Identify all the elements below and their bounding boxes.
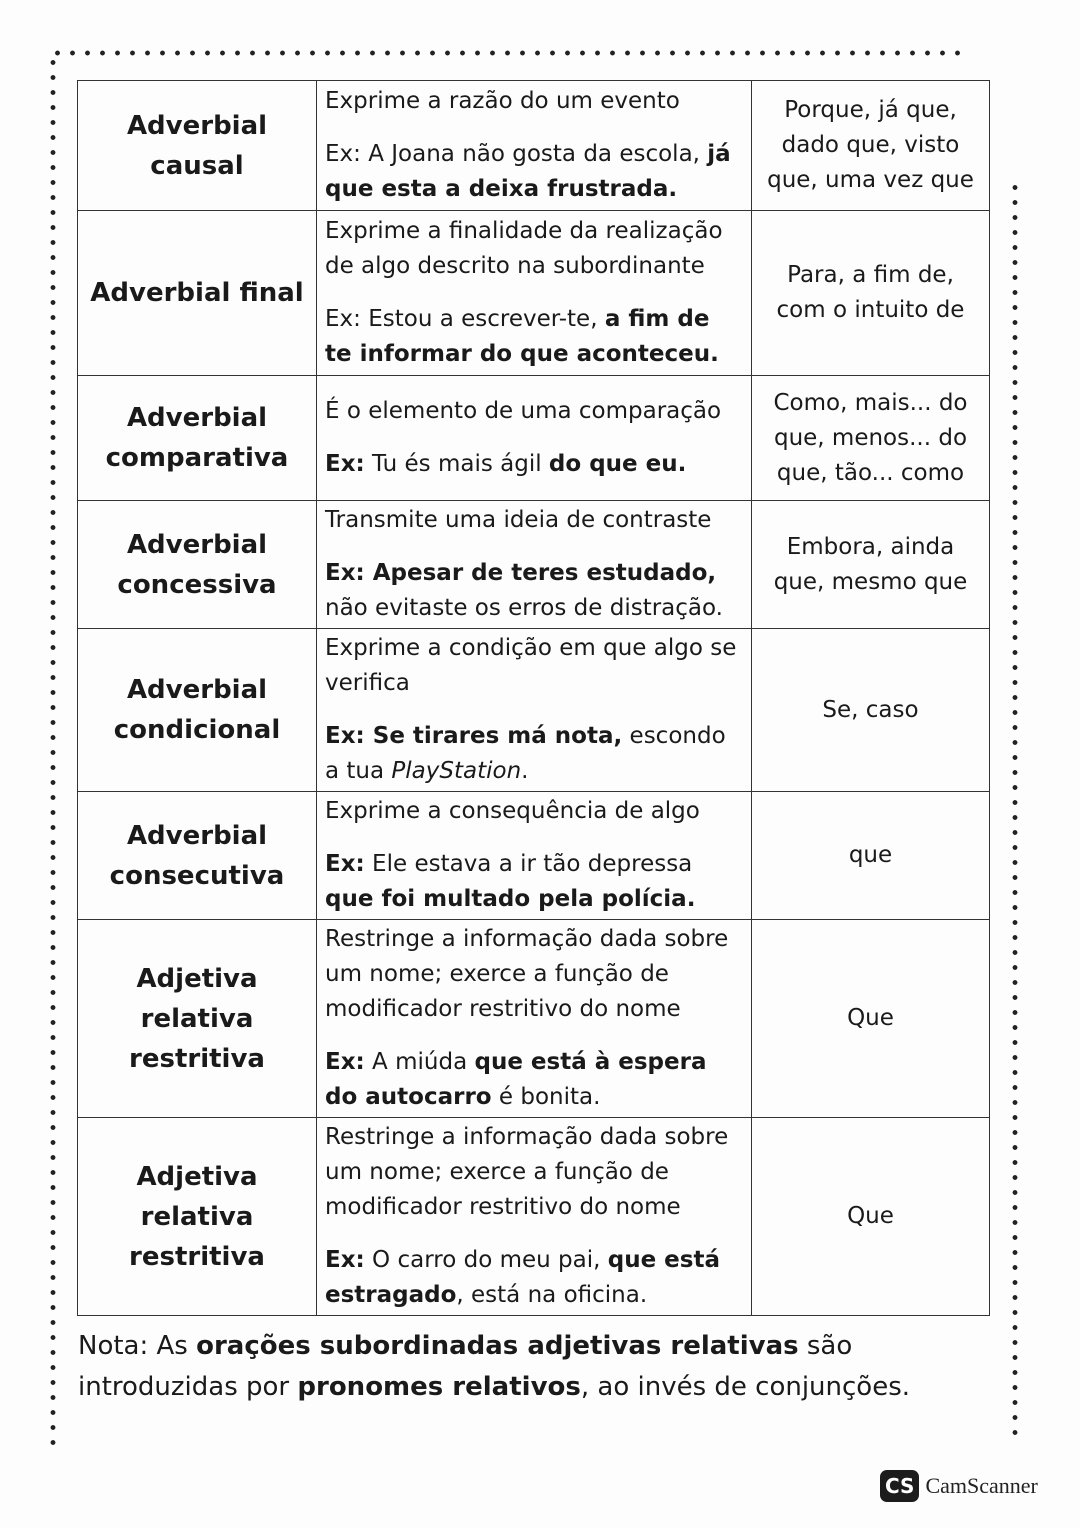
table-row bbox=[78, 376, 990, 501]
table-row bbox=[78, 501, 990, 629]
clause-type: Adverbial condicional bbox=[78, 629, 317, 792]
clause-description bbox=[317, 920, 752, 1118]
text-segment: Restringe a informação dada sobre um nome; exerce a função de modificador restritivo do nome bbox=[325, 926, 729, 1022]
bold-text: pronomes relativos bbox=[297, 1372, 581, 1402]
table-row bbox=[78, 629, 990, 792]
text-segment: não evitaste os erros de distração. bbox=[325, 595, 723, 621]
definition bbox=[325, 1120, 743, 1225]
example bbox=[325, 137, 743, 207]
bold-text: a fim de te informar do que aconteceu. bbox=[325, 306, 719, 367]
text-segment: são introduzidas por bbox=[78, 1331, 853, 1402]
text-segment: escondo a tua bbox=[325, 723, 726, 784]
camscanner-label: CamScanner bbox=[925, 1473, 1038, 1498]
text-segment: Ele estava a ir tão depressa bbox=[364, 851, 693, 877]
bold-text: que está à espera do autocarro bbox=[325, 1049, 707, 1110]
conjunctions: Que bbox=[752, 920, 990, 1118]
text-segment: é bonita. bbox=[491, 1084, 601, 1110]
definition bbox=[325, 922, 743, 1027]
text-segment: Tu és mais ágil bbox=[364, 451, 549, 477]
table-row bbox=[78, 1118, 990, 1316]
text-segment: Estou a escrever-te, bbox=[360, 306, 605, 332]
bold-text: Ex: bbox=[325, 1247, 365, 1273]
example bbox=[325, 447, 743, 482]
example bbox=[325, 847, 743, 917]
example bbox=[325, 1243, 743, 1313]
bold-text: Ex: bbox=[325, 1049, 365, 1075]
text-segment: Exprime a finalidade da realização de algo descrito na subordinante bbox=[325, 218, 723, 279]
definition bbox=[325, 214, 743, 284]
text-segment: É o elemento de uma comparação bbox=[325, 398, 722, 424]
bold-text: Ex: Apesar de teres estudado, bbox=[325, 560, 717, 586]
dotted-border-left bbox=[50, 55, 56, 1445]
note-text bbox=[78, 1326, 998, 1408]
bold-text: orações subordinadas adjetivas relativas bbox=[196, 1331, 799, 1361]
clause-description bbox=[317, 629, 752, 792]
dotted-border-right bbox=[1012, 180, 1018, 1440]
text-segment: A Joana não gosta da escola, bbox=[360, 141, 708, 167]
conjunctions: Que bbox=[752, 1118, 990, 1316]
clause-description bbox=[317, 376, 752, 501]
conjunctions: que bbox=[752, 792, 990, 920]
conjunctions: Porque, já que, dado que, visto que, uma vez que bbox=[752, 81, 990, 211]
definition bbox=[325, 794, 743, 829]
text-segment: . bbox=[521, 758, 529, 784]
clause-description bbox=[317, 792, 752, 920]
clause-type: Adjetiva relativa restritiva bbox=[78, 920, 317, 1118]
bold-text: que foi multado pela polícia. bbox=[325, 886, 696, 912]
bold-text: do que eu. bbox=[548, 451, 687, 477]
conjunctions: Como, mais... do que, menos... do que, tão... como bbox=[752, 376, 990, 501]
subordinate-clauses-table bbox=[77, 80, 990, 1316]
text-segment: Exprime a razão do um evento bbox=[325, 88, 680, 114]
text-segment: O carro do meu pai, bbox=[364, 1247, 608, 1273]
text-segment: Ex: bbox=[325, 306, 361, 332]
camscanner-logo-icon: CS bbox=[880, 1470, 919, 1502]
clause-description bbox=[317, 501, 752, 629]
bold-text: já que esta a deixa frustrada. bbox=[325, 141, 731, 202]
clause-type: Adverbial consecutiva bbox=[78, 792, 317, 920]
text-segment: , está na oficina. bbox=[456, 1282, 648, 1308]
bold-text: Ex: bbox=[325, 451, 365, 477]
bold-text: Ex: bbox=[325, 851, 365, 877]
text-segment: Exprime a condição em que algo se verifica bbox=[325, 635, 737, 696]
bold-text: que está estragado bbox=[325, 1247, 720, 1308]
bold-text: Ex: Se tirares má nota, bbox=[325, 723, 623, 749]
clause-description bbox=[317, 81, 752, 211]
text-segment: Exprime a consequência de algo bbox=[325, 798, 700, 824]
text-segment: As bbox=[148, 1331, 197, 1361]
definition bbox=[325, 631, 743, 701]
text-segment: Restringe a informação dada sobre um nome; exerce a função de modificador restritivo do nome bbox=[325, 1124, 729, 1220]
clause-type: Adverbial concessiva bbox=[78, 501, 317, 629]
example bbox=[325, 719, 743, 789]
example bbox=[325, 302, 743, 372]
example bbox=[325, 556, 743, 626]
definition bbox=[325, 84, 743, 119]
definition bbox=[325, 503, 743, 538]
clause-description bbox=[317, 1118, 752, 1316]
table-row bbox=[78, 920, 990, 1118]
text-segment: PlayStation bbox=[391, 758, 522, 784]
text-segment: A miúda bbox=[364, 1049, 475, 1075]
camscanner-watermark bbox=[880, 1470, 1038, 1502]
dotted-border-top bbox=[50, 50, 960, 56]
clause-description bbox=[317, 211, 752, 376]
conjunctions: Se, caso bbox=[752, 629, 990, 792]
table-row bbox=[78, 792, 990, 920]
clause-type: Adverbial causal bbox=[78, 81, 317, 211]
text-segment: Ex: bbox=[325, 141, 361, 167]
conjunctions: Para, a fim de, com o intuito de bbox=[752, 211, 990, 376]
conjunctions: Embora, ainda que, mesmo que bbox=[752, 501, 990, 629]
clause-type: Adverbial comparativa bbox=[78, 376, 317, 501]
text-segment: , ao invés de conjunções. bbox=[580, 1372, 911, 1402]
text-segment: Transmite uma ideia de contraste bbox=[325, 507, 712, 533]
clause-type: Adverbial final bbox=[78, 211, 317, 376]
text-segment: Nota: bbox=[78, 1331, 149, 1361]
table-row bbox=[78, 211, 990, 376]
clause-type: Adjetiva relativa restritiva bbox=[78, 1118, 317, 1316]
definition bbox=[325, 394, 743, 429]
table-row bbox=[78, 81, 990, 211]
example bbox=[325, 1045, 743, 1115]
